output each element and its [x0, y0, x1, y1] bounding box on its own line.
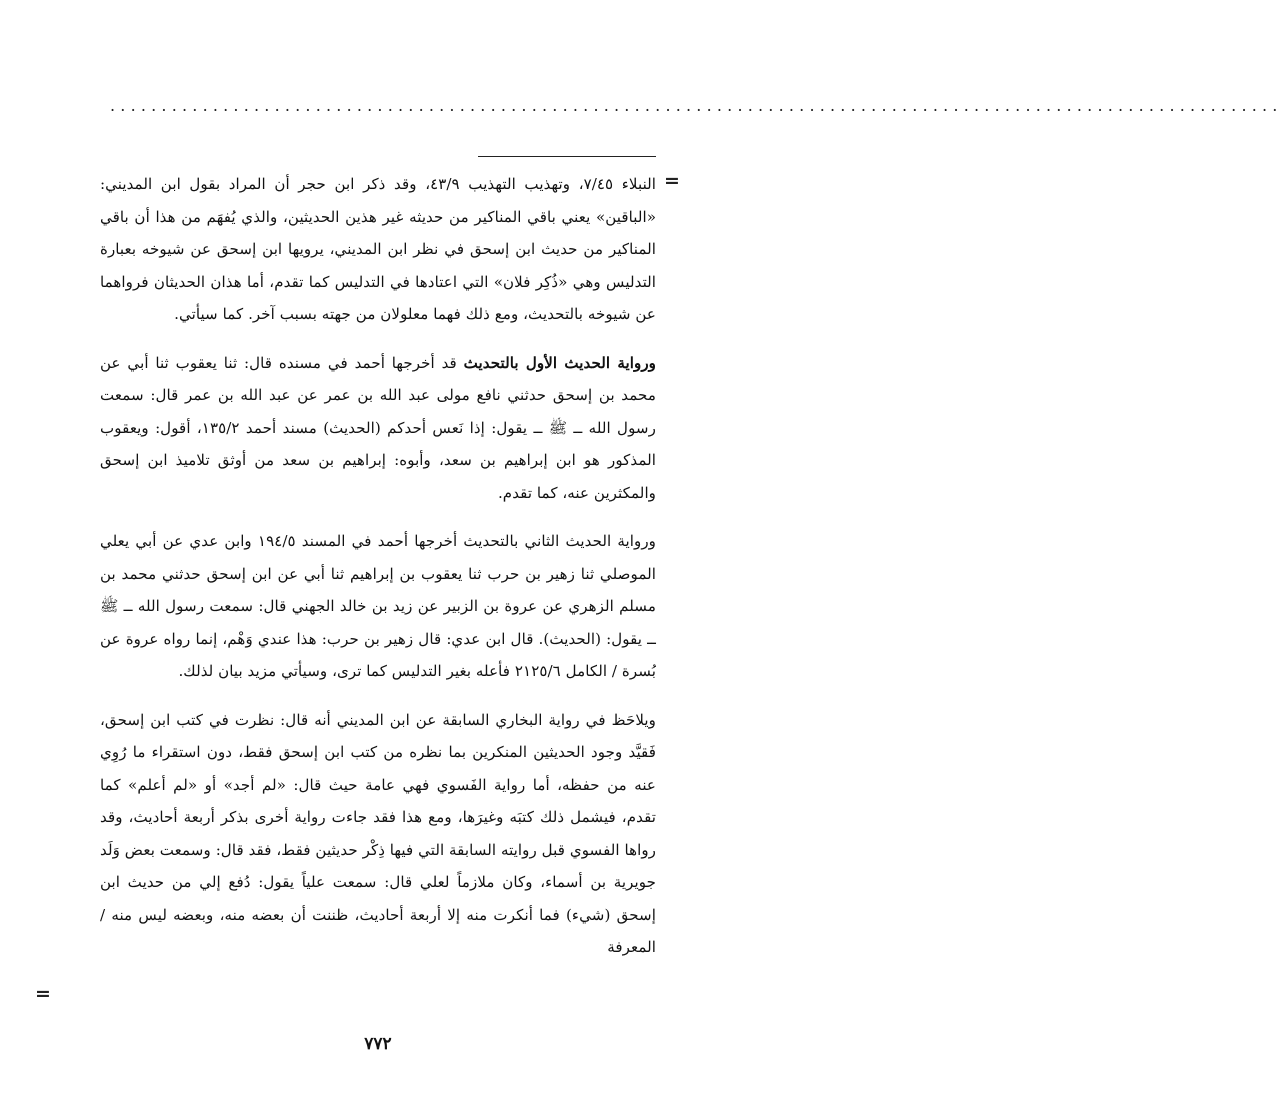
footnote-rule — [478, 156, 656, 157]
divider-dots: .................................................................................................................. — [110, 96, 1283, 115]
continuation-mark-top: = — [664, 170, 680, 192]
paragraph-lead: ورواية الحديث الأول بالتحديث — [463, 353, 656, 372]
body-paragraph-1 — [100, 347, 656, 510]
body-paragraph-2 — [100, 525, 656, 688]
paragraph-text: ويلاحَظ في رواية البخاري السابقة عن ابن المديني أنه قال: نظرت في كتب ابن إسحق، فَقيَّد وجود الحديثين المنكرين بما نظره من كتب ابن إسحق فقط، دون استقراء ما رُوِي عنه من حفظه، أما رواية الفَسوي فهي عامة حيث قال: «لم أجد» أو «لم أعلم» كما تقدم، فيشمل ذلك كتبَه وغيرَها، ومع هذا فقد جاءت رواية أخرى بذكر أربعة أحاديث، وقد رواها الفسوي قبل روايته السابقة التي فيها ذِكْر حديثين فقط، فقد قال: وسمعت بعض وَلَد جويرية بن أسماء، وكان ملازماً لعلي قال: سمعت علياً يقول: دُفع إلي من حديث ابن إسحق (شيء) فما أنكرت منه إلا أربعة أحاديث، ظننت أن بعضه منه، وبعضه ليس منه / المعرفة — [100, 710, 656, 956]
body-paragraph-3 — [100, 704, 656, 964]
paragraph-text: ورواية الحديث الثاني بالتحديث أخرجها أحمد في المسند ١٩٤/٥ وابن عدي عن أبي يعلي الموصلي ثنا زهير بن حرب ثنا يعقوب بن إبراهيم ثنا أبي عن ابن إسحق حدثني محمد بن مسلم الزهري عن عروة بن الزبير عن زيد بن خالد الجهني قال: سمعت رسول الله ــ ﷺ ــ يقول: (الحديث). قال ابن عدي: قال زهير بن حرب: هذا عندي وَهْم، إنما رواه عروة عن بُسرة / الكامل ٢١٢٥/٦ فأعله بغير التدليس كما ترى، وسيأتي مزيد بيان لذلك. — [100, 532, 657, 680]
paragraph-text: قد أخرجها أحمد في مسنده قال: ثنا يعقوب ثنا أبي عن محمد بن إسحق حدثني نافع مولى عبد الله بن عمر عن عبد الله بن عمر قال: سمعت رسول الله ــ ﷺ ــ يقول: إذا نَعس أحدكم (الحديث) مسند أحمد ١٣٥/٢، أقول: ويعقوب المذكور هو ابن إبراهيم بن سعد، وأبوه: إبراهيم بن سعد من أوثق تلاميذ ابن إسحق والمكثرين عنه، كما تقدم. — [100, 353, 656, 502]
continuation-mark-bottom: = — [35, 983, 51, 1005]
footnote-paragraph: النبلاء ٧/٤٥، وتهذيب التهذيب ٤٣/٩، وقد ذكر ابن حجر أن المراد بقول ابن المديني: «الباقين» يعني باقي المناكير من حديثه غير هذين الحديثين، والذي يُفهَم من هذا أن باقي المناكير من حديث ابن إسحق في نظر ابن المديني، يرويها ابن إسحق عن شيوخه بعبارة التدليس وهي «ذُكِر فلان» التي اعتادها في التدليس كما تقدم، أما هذان الحديثان فرواهما عن شيوخه بالتحديث، ومع ذلك فهما معلولان من جهته بسبب آخر. كما سيأتي. — [100, 175, 657, 323]
page-number: ٧٧٢ — [364, 1034, 392, 1054]
page-body — [100, 168, 656, 964]
